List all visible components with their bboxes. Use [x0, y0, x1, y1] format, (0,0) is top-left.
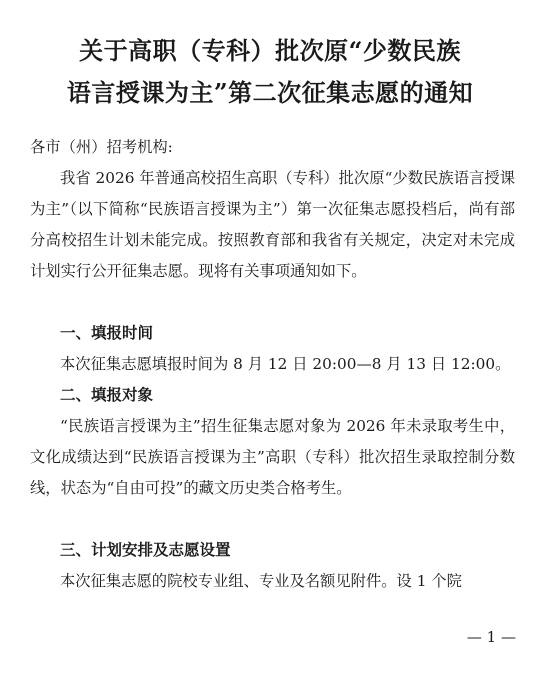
section-text-plan: 本次征集志愿的院校专业组、专业及名额见附件。设 1 个院	[60, 572, 462, 590]
intro-block	[30, 163, 515, 287]
section-heading-time: 一、填报时间	[60, 324, 154, 342]
document-title-line-1: 关于高职（专科）批次原“少数民族	[79, 36, 461, 65]
salutation: 各市（州）招考机构:	[30, 138, 173, 156]
section-text-target: “民族语言授课为主”招生征集志愿对象为 2026 年未录取考生中，文化成绩达到“民族语言授课为主”高职（专科）批次招生录取控制分数线，状态为“自由可投”的藏文历史类合格考生。	[30, 417, 515, 497]
section-text-time: 本次征集志愿填报时间为 8 月 12 日 20:00—8 月 13 日 12:00。	[60, 355, 511, 373]
document-title-line-2: 语言授课为主”第二次征集志愿的通知	[66, 78, 474, 107]
section-body-target	[30, 411, 515, 504]
section-heading-target: 二、填报对象	[60, 386, 154, 404]
intro-paragraph: 我省 2026 年普通高校招生高职（专科）批次原“少数民族语言授课为主”（以下简称“民族语言授课为主”）第一次征集志愿投档后，尚有部分高校招生计划未能完成。按照教育部和我省有关规定，决定对未完成计划实行公开征集志愿。现将有关事项通知如下。	[30, 169, 515, 280]
page-number: — 1 —	[466, 628, 516, 646]
section-heading-plan: 三、计划安排及志愿设置	[60, 541, 231, 559]
